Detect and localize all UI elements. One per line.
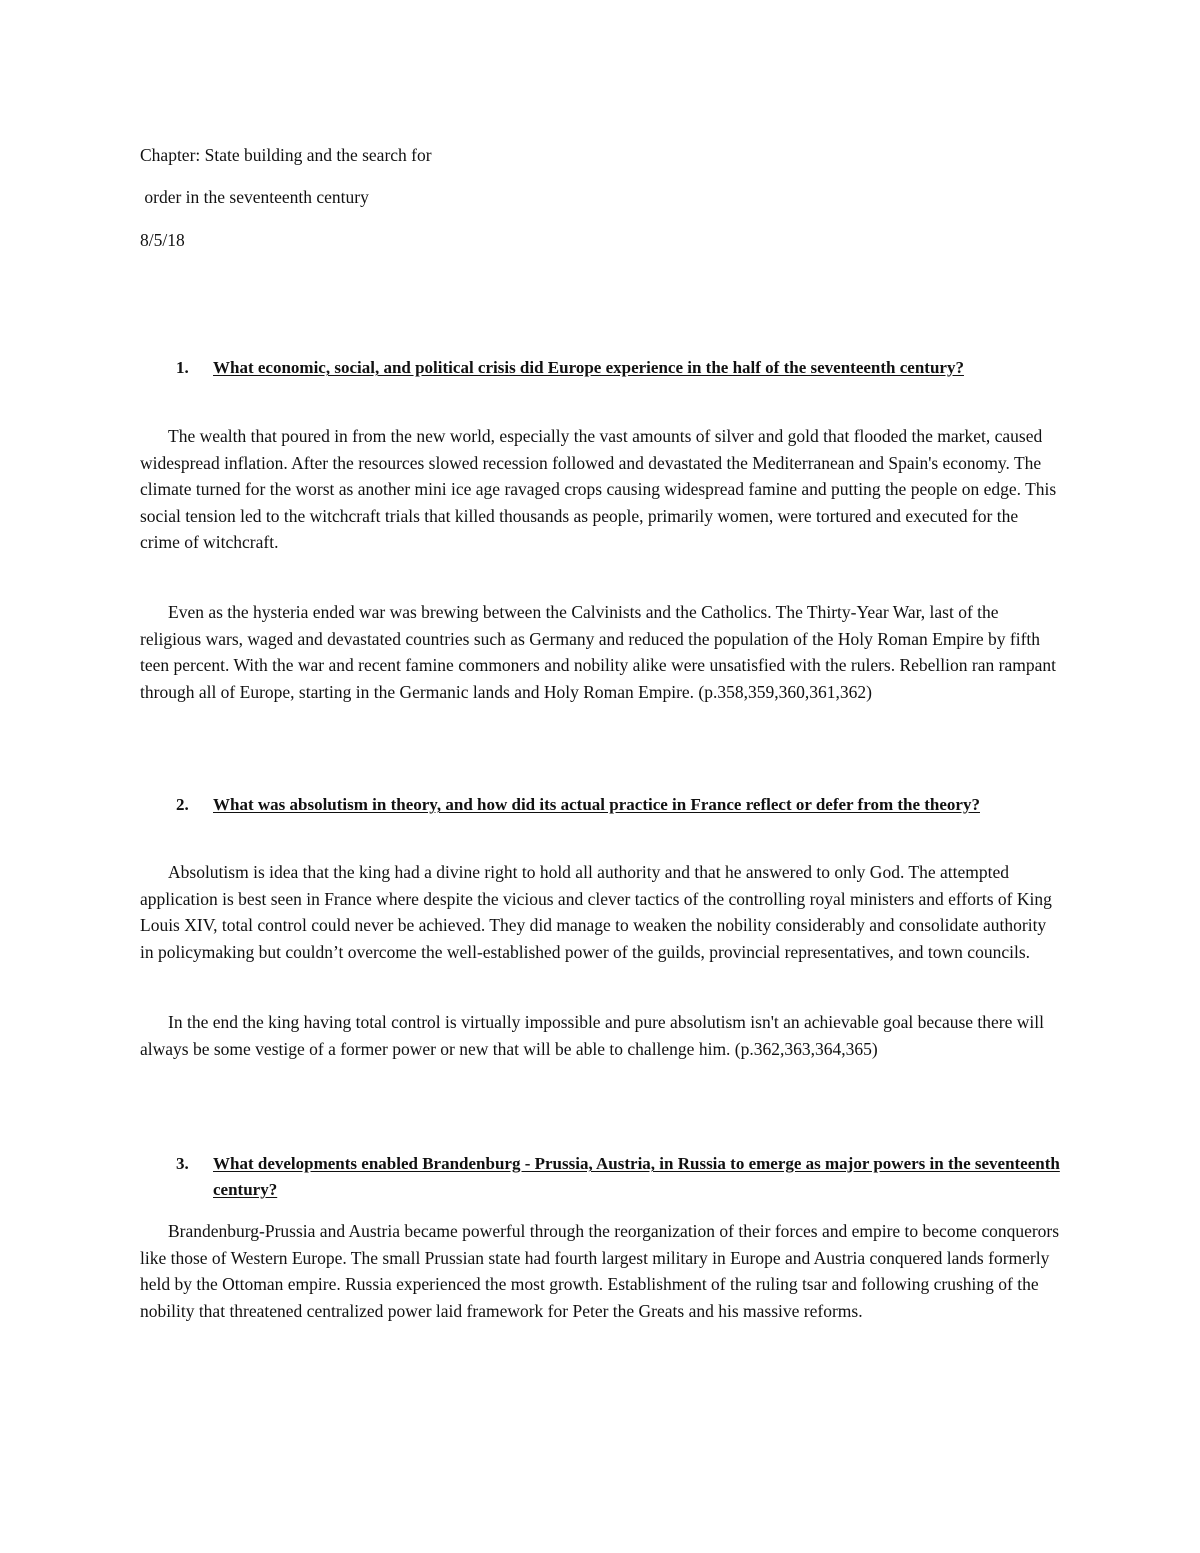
answer-2-paragraph-2: In the end the king having total control is virtually impossible and pure absolutism isn't an achievable goal because there will always be some vestige of a former power or new that will be able to challenge him. (p.362,363,364,365)	[140, 1012, 1044, 1059]
question-text: What developments enabled Brandenburg - Prussia, Austria, in Russia to emerge as major powers in the seventeenth century?	[213, 1154, 1060, 1199]
question-text: What was absolutism in theory, and how did its actual practice in France reflect or defer from the theory?	[213, 795, 980, 814]
question-text: What economic, social, and political crisis did Europe experience in the half of the seventeenth century?	[213, 358, 964, 377]
chapter-title-line-2: order in the seventeenth century	[140, 187, 369, 207]
question-3-heading	[176, 1151, 1076, 1203]
question-number: 2.	[176, 795, 189, 814]
answer-1-paragraph-2: Even as the hysteria ended war was brewing between the Calvinists and the Catholics. The Thirty-Year War, last of the religious wars, waged and devastated countries such as Germany and reduced the population of the Holy Roman Empire by fifth teen percent. With the war and recent famine commoners and nobility alike were unsatisfied with the rulers. Rebellion ran rampant through all of Europe, starting in the Germanic lands and Holy Roman Empire. (p.358,359,360,361,362)	[140, 602, 1056, 702]
answer-1-paragraph-1: The wealth that poured in from the new world, especially the vast amounts of silver and gold that flooded the market, caused widespread inflation. After the resources slowed recession followed and devastated the Mediterranean and Spain's economy. The climate turned for the worst as another mini ice age ravaged crops causing widespread famine and putting the people on edge. This social tension led to the witchcraft trials that killed thousands as people, primarily women, were tortured and executed for the crime of witchcraft.	[140, 426, 1057, 552]
document-date: 8/5/18	[140, 230, 185, 250]
answer-3-paragraph-1: Brandenburg-Prussia and Austria became powerful through the reorganization of their forces and empire to become conquerors like those of Western Europe. The small Prussian state had fourth largest military in Europe and Austria conquered lands formerly held by the Ottoman empire. Russia experienced the most growth. Establishment of the ruling tsar and following crushing of the nobility that threatened centralized power laid framework for Peter the Greats and his massive reforms.	[140, 1221, 1060, 1321]
question-1-heading	[176, 355, 1076, 381]
question-2-heading	[176, 792, 1076, 818]
answer-2-paragraph-1: Absolutism is idea that the king had a divine right to hold all authority and that he answered to only God. The attempted application is best seen in France where despite the vicious and clever tactics of the controlling royal ministers and efforts of King Louis XIV, total control could never be achieved. They did manage to weaken the nobility considerably and consolidate authority in policymaking but couldn’t overcome the well-established power of the guilds, provincial representatives, and town councils.	[140, 862, 1052, 962]
chapter-title-line-1: Chapter: State building and the search for	[140, 145, 432, 165]
question-number: 3.	[176, 1154, 189, 1173]
question-number: 1.	[176, 358, 189, 377]
